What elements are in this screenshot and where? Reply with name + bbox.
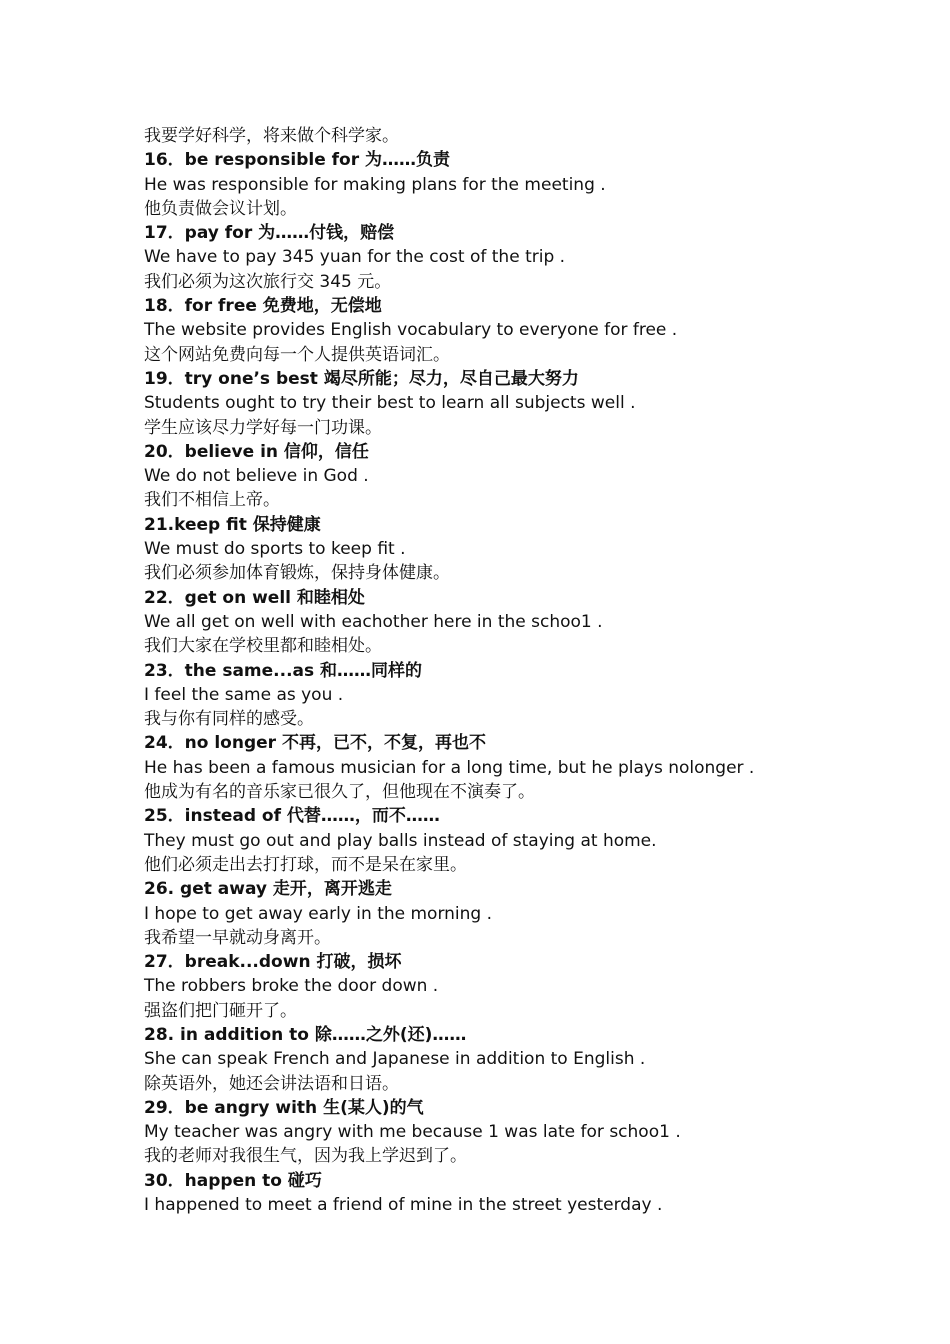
phrase-heading: 21.keep fit 保持健康 xyxy=(144,514,321,535)
chinese-translation: 我要学好科学，将来做个科学家。 xyxy=(144,126,399,146)
chinese-translation: 他负责做会议计划。 xyxy=(144,198,297,219)
phrase-heading: 26. get away 走开，离开逃走 xyxy=(144,879,392,900)
phrase-heading: 17．pay for 为……付钱，赔偿 xyxy=(144,223,395,244)
english-example: I hope to get away early in the morning . xyxy=(144,903,493,924)
english-example: The website provides English vocabulary to everyone for free . xyxy=(144,320,678,341)
chinese-translation: 他们必须走出去打打球，而不是呆在家里。 xyxy=(144,854,467,875)
english-example: My teacher was angry with me because 1 was late for schoo1 . xyxy=(144,1122,681,1143)
chinese-translation: 我们不相信上帝。 xyxy=(144,490,280,511)
chinese-translation: 他成为有名的音乐家已很久了，但他现在不演奏了。 xyxy=(144,782,535,803)
chinese-translation: 强盗们把门砸开了。 xyxy=(144,1000,297,1021)
english-example: We do not believe in God . xyxy=(144,466,369,487)
chinese-translation: 学生应该尽力学好每一门功课。 xyxy=(144,417,382,438)
english-example: He was responsible for making plans for the meeting . xyxy=(144,174,606,195)
english-example: She can speak French and Japanese in addition to English . xyxy=(144,1049,646,1070)
phrase-heading: 24．no longer 不再，已不，不复，再也不 xyxy=(144,733,486,754)
english-example: They must go out and play balls instead of staying at home. xyxy=(144,830,657,851)
chinese-translation: 我们必须参加体育锻炼，保持身体健康。 xyxy=(144,563,450,584)
phrase-heading: 16．be responsible for 为……负责 xyxy=(144,150,451,171)
english-example: Students ought to try their best to learn all subjects well . xyxy=(144,393,636,414)
document-page xyxy=(144,124,924,1217)
english-example: I feel the same as you . xyxy=(144,684,344,705)
phrase-heading: 23．the same...as 和……同样的 xyxy=(144,660,423,681)
phrase-heading: 20．believe in 信仰，信任 xyxy=(144,441,369,462)
phrase-heading: 30．happen to 碰巧 xyxy=(144,1170,322,1191)
english-example: He has been a famous musician for a long time, but he plays nolonger . xyxy=(144,757,755,778)
chinese-translation: 我的老师对我很生气，因为我上学迟到了。 xyxy=(144,1146,467,1167)
chinese-translation: 我希望一早就动身离开。 xyxy=(144,927,331,948)
phrase-heading: 25．instead of 代替……，而不…… xyxy=(144,806,440,827)
english-example: We must do sports to keep fit . xyxy=(144,539,406,560)
english-example: We all get on well with eachother here in the schoo1 . xyxy=(144,611,603,632)
english-example: The robbers broke the door down . xyxy=(144,976,439,997)
english-example: We have to pay 345 yuan for the cost of the trip . xyxy=(144,247,566,268)
chinese-translation: 我们必须为这次旅行交 345 元。 xyxy=(144,271,392,292)
phrase-heading: 19．try one’s best 竭尽所能；尽力，尽自己最大努力 xyxy=(144,368,579,389)
phrase-heading: 27．break...down 打破，损坏 xyxy=(144,952,402,973)
phrase-heading: 22．get on well 和睦相处 xyxy=(144,587,365,608)
chinese-translation: 我们大家在学校里都和睦相处。 xyxy=(144,636,382,657)
chinese-translation: 除英语外，她还会讲法语和日语。 xyxy=(144,1073,399,1094)
phrase-heading: 29．be angry with 生(某人)的气 xyxy=(144,1097,424,1118)
phrase-heading: 18．for free 免费地，无偿地 xyxy=(144,296,382,317)
english-example: I happened to meet a friend of mine in the street yesterday . xyxy=(144,1195,663,1216)
chinese-translation: 我与你有同样的感受。 xyxy=(144,709,314,730)
phrase-heading: 28. in addition to 除……之外(还)…… xyxy=(144,1024,467,1045)
chinese-translation: 这个网站免费向每一个人提供英语词汇。 xyxy=(144,344,450,365)
